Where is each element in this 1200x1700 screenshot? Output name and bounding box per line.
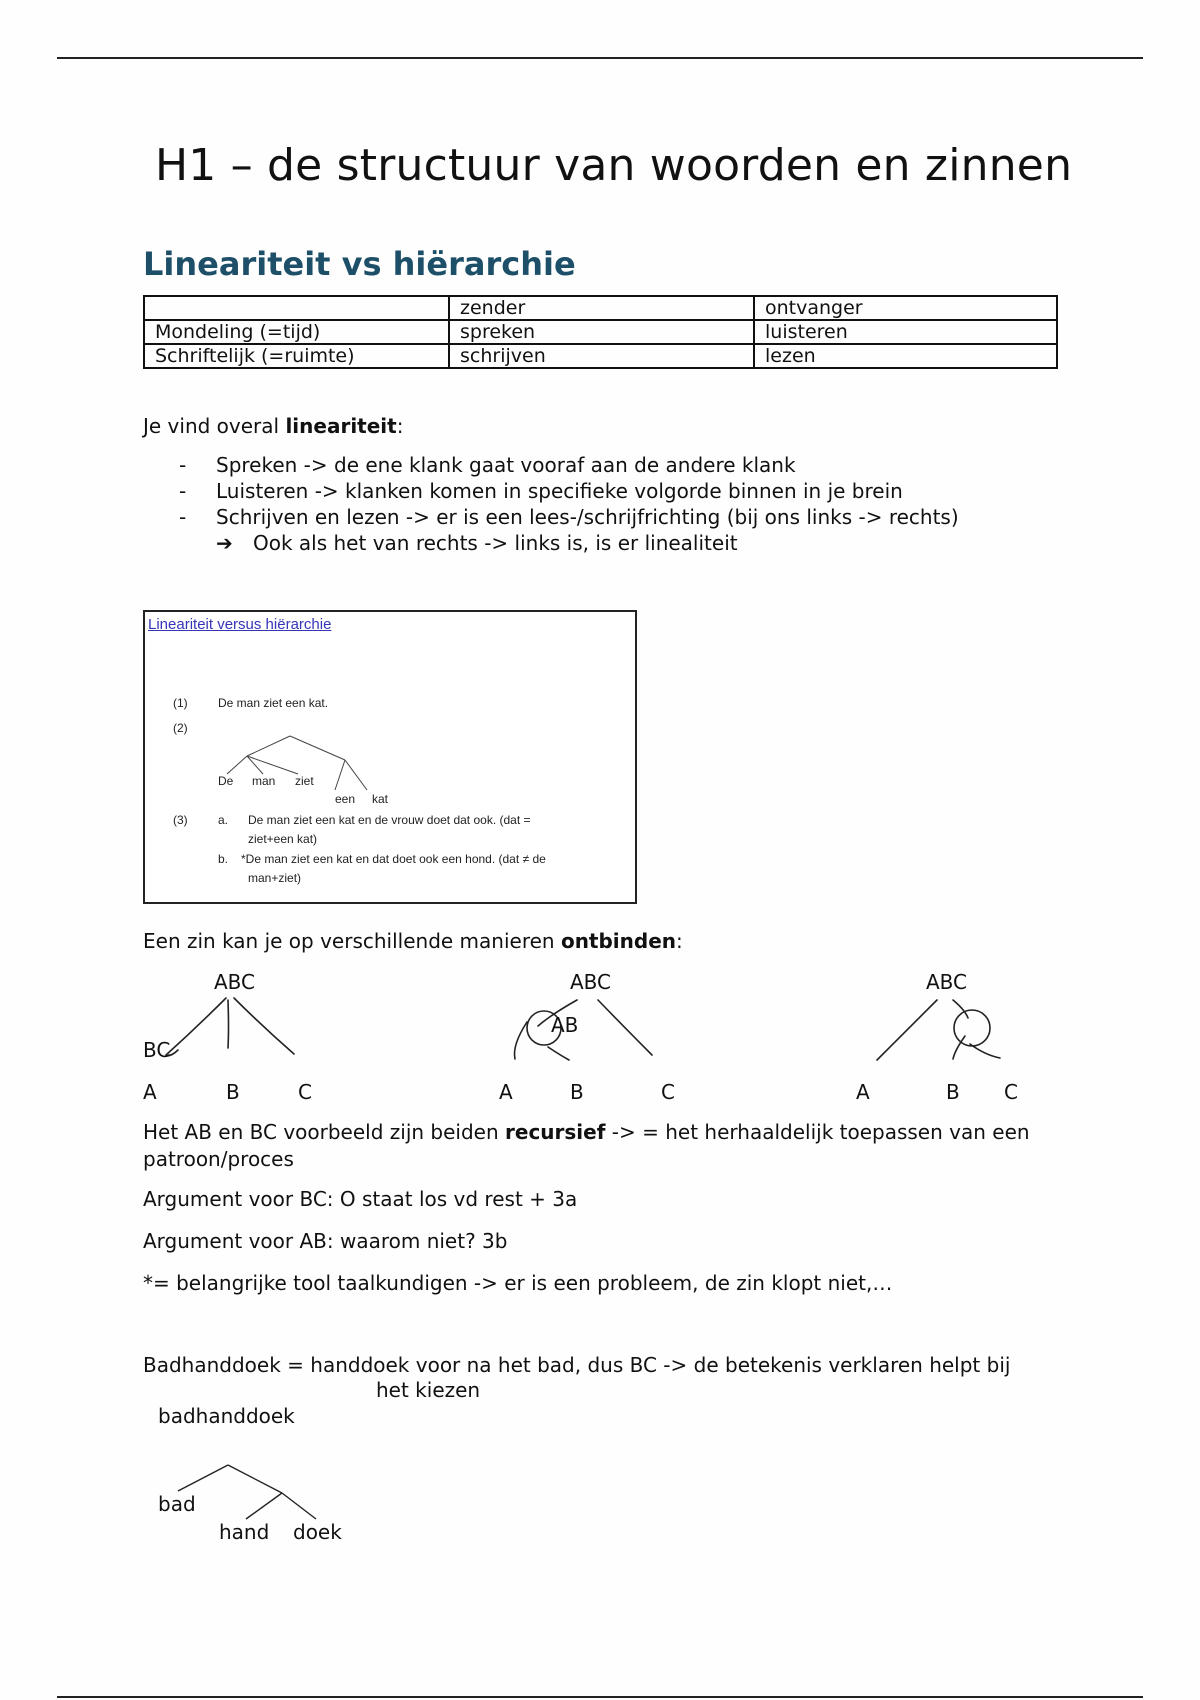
compound-part: bad <box>158 1492 196 1516</box>
note-line: *= belangrijke tool taalkundigen -> er is een probleem, de zin klopt niet,… <box>143 1271 893 1295</box>
example-sentence: De man ziet een kat en de vrouw doet dat ook. (dat = <box>248 813 531 827</box>
argument-bc: Argument voor BC: O staat los vd rest + 3a <box>143 1187 578 1211</box>
figure-title-link[interactable]: Lineariteit versus hiërarchie <box>148 616 332 633</box>
tree-leaf-label: C <box>298 1080 312 1104</box>
compound-part: doek <box>293 1520 342 1544</box>
tree-leaf-label: C <box>661 1080 675 1104</box>
decompose-paragraph: Een zin kan je op verschillende manieren ontbinden: <box>143 929 683 953</box>
page-title: H1 – de structuur van woorden en zinnen <box>155 140 1073 191</box>
table-cell: zender <box>449 296 754 320</box>
tree-leaf: een <box>335 792 356 806</box>
tree-leaf: man <box>252 774 276 788</box>
compound-part: hand <box>219 1520 270 1544</box>
tree-leaf-label: A <box>856 1080 870 1104</box>
tree-leaf: De <box>218 774 234 788</box>
tree-leaf-label: A <box>499 1080 513 1104</box>
table-cell: Schriftelijk (=ruimte) <box>144 344 449 368</box>
tree-leaf-label: B <box>226 1080 240 1104</box>
intro-paragraph: Je vind overal lineariteit: <box>143 414 404 438</box>
table-cell: ontvanger <box>754 296 1057 320</box>
table-cell: luisteren <box>754 320 1057 344</box>
example-sentence: man+ziet) <box>248 871 302 885</box>
recursive-paragraph-line2: patroon/proces <box>143 1147 294 1171</box>
figure-box <box>143 610 637 904</box>
tree-root-label: ABC <box>570 970 612 994</box>
example-number: (3) <box>173 813 188 827</box>
example-sentence: De man ziet een kat. <box>218 696 329 710</box>
example-number: (1) <box>173 696 188 710</box>
tree-leaf-label: C <box>1004 1080 1018 1104</box>
example-number: (2) <box>173 721 188 735</box>
comparison-table <box>143 295 1058 369</box>
table-row <box>144 344 1057 368</box>
badhanddoek-paragraph: Badhanddoek = handdoek voor na het bad, dus BC -> de betekenis verklaren helpt bij <box>143 1353 1011 1377</box>
recursive-paragraph: Het AB en BC voorbeeld zijn beiden recursief -> = het herhaaldelijk toepassen van een <box>143 1120 1030 1144</box>
table-header-row <box>144 296 1057 320</box>
tree-leaf-label: A <box>143 1080 157 1104</box>
argument-ab: Argument voor AB: waarom niet? 3b <box>143 1229 508 1253</box>
example-label: b. <box>218 852 229 866</box>
example-sentence: ziet+een kat) <box>248 832 318 846</box>
table-row <box>144 320 1057 344</box>
table-cell: lezen <box>754 344 1057 368</box>
tree-leaf-label: B <box>946 1080 960 1104</box>
table-cell: spreken <box>449 320 754 344</box>
badhanddoek-paragraph-line2: het kiezen <box>376 1378 481 1402</box>
example-label: a. <box>218 813 229 827</box>
tree-leaf-label: B <box>570 1080 584 1104</box>
table-cell: schrijven <box>449 344 754 368</box>
tree-root-label: ABC <box>926 970 968 994</box>
tree-leaf: ziet <box>295 774 314 788</box>
tree-node-label: AB <box>551 1013 579 1037</box>
compound-word: badhanddoek <box>158 1404 295 1428</box>
example-sentence: *De man ziet een kat en dat doet ook een hond. (dat ≠ de <box>241 852 546 866</box>
tree-node-label: BC <box>143 1038 171 1062</box>
table-cell: Mondeling (=tijd) <box>144 320 449 344</box>
tree-leaf: kat <box>372 792 389 806</box>
section-heading: Lineariteit vs hiërarchie <box>143 245 576 283</box>
table-cell <box>144 296 449 320</box>
arrow-icon: ➔ <box>216 531 233 555</box>
bottom-rule <box>57 1696 1143 1698</box>
top-rule <box>57 57 1143 59</box>
tree-root-label: ABC <box>214 970 256 994</box>
